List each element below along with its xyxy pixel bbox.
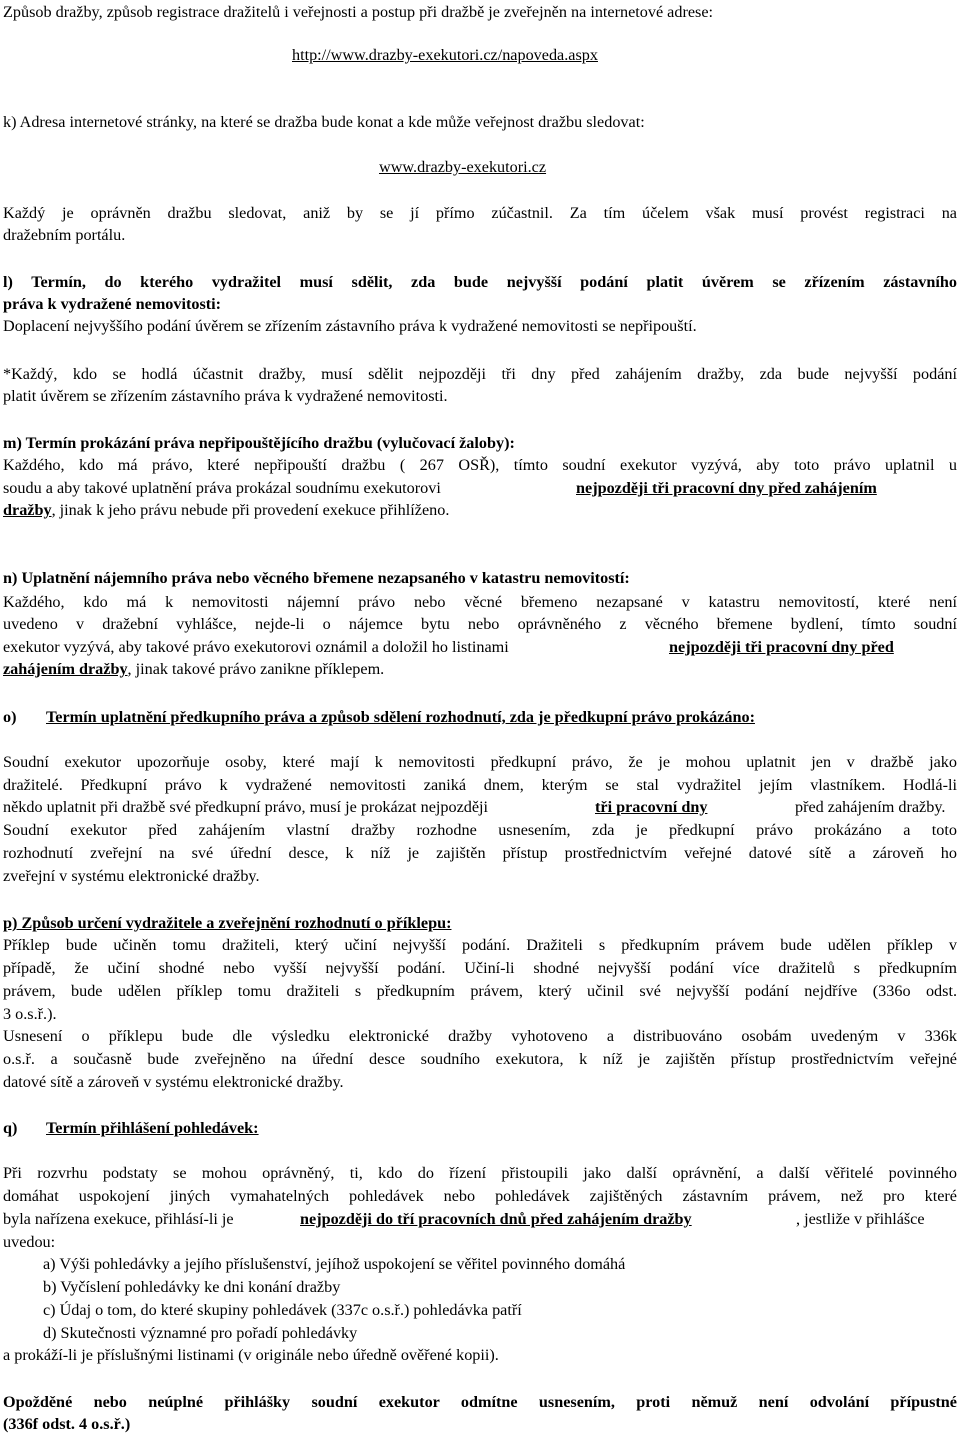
paragraph-line: Každý je oprávněn dražbu sledovat, aniž by se jí přímo zúčastnil. Za tím účelem však musí provést registraci na [3,204,957,222]
paragraph-line: datové sítě a zároveň v systému elektronické dražby. [3,1073,344,1091]
closing-note: Opožděné nebo neúplné přihlášky soudní exekutor odmítne usnesením, proti němuž není odvolání přípustné [3,1393,957,1411]
drazby-portal-link[interactable]: www.drazby-exekutori.cz [379,158,547,176]
list-item: c) Údaj o tom, do které skupiny pohledávek (337c o.s.ř.) pohledávka patří [43,1301,522,1319]
deadline-emphasis: tři pracovní dny [595,798,708,816]
text-span: byla nařízena exekuce, přihlásí-li je [3,1210,234,1228]
paragraph-line: rozhodnutí zveřejní na své úřední desce, k níž je zajištěn přístup prostřednictvím veřejné datové sítě a zároveň ho [3,844,957,862]
section-m-heading: m) Termín prokázání práva nepřipouštějícího dražbu (vylučovací žaloby): [3,434,515,452]
section-l-heading: l) Termín, do kterého vydražitel musí sdělit, zda bude nejvyšší podání platit úvěrem se zřízením zástavního [3,273,957,291]
section-q-heading: Termín přihlášení pohledávek: [46,1119,259,1137]
paragraph-line: Každého, kdo má k nemovitosti nájemní právo nebo věcné břemeno nezapsané v katastru nemovitostí, které není [3,593,957,611]
paragraph-line: zveřejní v systému elektronické dražby. [3,867,260,885]
deadline-emphasis: nejpozději tři pracovní dny před [669,638,894,656]
paragraph-line: uvedou: [3,1233,56,1251]
paragraph-line: Soudní exekutor před zahájením vlastní dražby rozhodne usnesením, zda je předkupní právo prokázáno a toto [3,821,957,839]
deadline-emphasis: nejpozději tři pracovní dny před zahájením [576,479,877,497]
section-q-label: q) [3,1119,18,1137]
napoveda-link[interactable]: http://www.drazby-exekutori.cz/napoveda.aspx [292,46,598,64]
list-item: b) Vyčíslení pohledávky ke dni konání dražby [43,1278,341,1296]
paragraph-line: Při rozvrhu podstaty se mohou oprávněný, ti, kdo do řízení přistoupili jako další oprávnění, a další věřitelé povinného [3,1164,957,1182]
deadline-emphasis: nejpozději do tří pracovních dnů před zahájením dražby [300,1210,692,1228]
text-span: , jestliže v přihlášce [796,1210,925,1228]
paragraph-line: Soudní exekutor upozorňuje osoby, které mají k nemovitosti předkupní právo, že je mohou uplatnit jen v dražbě jako [3,753,957,771]
paragraph-line: 3 o.s.ř.). [3,1005,57,1023]
list-item: d) Skutečnosti významné pro pořadí pohledávky [43,1324,358,1342]
note-line: platit úvěrem se zřízením zástavního práva k vydražené nemovitosti. [3,387,448,405]
paragraph-line: Každého, kdo má právo, které nepřipouští dražbu ( 267 OSŘ), tímto soudní exekutor vyzývá, aby toto právo uplatnil u [3,456,957,474]
text-span: někdo uplatnit při dražbě své předkupní právo, musí je prokázat nejpozději [3,798,489,816]
section-o-label: o) [3,708,17,726]
text-span: soudu a aby takové uplatnění práva prokázal soudnímu exekutorovi [3,479,441,497]
intro-line: Způsob dražby, způsob registrace dražitelů i veřejnosti a postup při dražbě je zveřejněn na internetové adrese: [3,3,714,21]
list-item: a) Výši pohledávky a jejího příslušenství, jejíhož uspokojení se věřitel povinného domáhá [43,1255,626,1273]
closing-note-cont: (336f odst. 4 o.s.ř.) [3,1415,131,1433]
text-span: , jinak k jeho právu nebude při provedení exekuce přihlíženo. [51,501,450,519]
section-k-heading: k) Adresa internetové stránky, na které se dražba bude konat a kde může veřejnost dražbu sledovat: [3,113,645,131]
section-o-heading: Termín uplatnění předkupního práva a způsob sdělení rozhodnutí, zda je předkupní právo prokázáno: [46,708,755,726]
paragraph-line: uvedeno v dražební vyhlášce, nejde-li o nájemce bytu nebo oprávněného z věcného břemene bydlení, tímto soudní [3,615,957,633]
paragraph-line: Doplacení nejvyššího podání úvěrem se zřízením zástavního práva k vydražené nemovitosti se nepřipouští. [3,317,697,335]
note-line: *Každý, kdo se hodlá účastnit dražby, musí sdělit nejpozději tři dny před zahájením dražby, zda bude nejvyšší podání [3,365,957,383]
paragraph-line: Usnesení o příklepu bude dle výsledku elektronické dražby vyhotoveno a distribuováno osobám uvedeným v 336k [3,1027,957,1045]
paragraph-line: případě, že učiní shodné nebo vyšší nejvyšší podání. Učiní-li shodné nejvyšší podání více dražitelů s předkupním [3,959,957,977]
paragraph-line: dražebním portálu. [3,226,126,244]
paragraph-line: Příklep bude učiněn tomu dražiteli, který učiní nejvyšší podání. Dražiteli s předkupním právem bude udělen příklep v [3,936,957,954]
paragraph-line: právem, bude udělen příklep tomu dražiteli s předkupním právem, který učinil své nejvyšší podání nejdříve (336o odst. [3,982,957,1000]
text-span: exekutor vyzývá, aby takové právo exekutorovi oznámil a doložil ho listinami [3,638,509,656]
deadline-emphasis: dražby [3,501,52,519]
paragraph-line: dražitelé. Předkupní právo k vydražené nemovitosti zaniká dnem, kterým se stal vydražitel jejím vlastníkem. Hodlá-li [3,776,957,794]
paragraph-line: o.s.ř. a současně bude zveřejněno na úřední desce soudního exekutora, k níž je zajištěn přístup prostřednictvím veřejné [3,1050,957,1068]
section-l-heading-cont: práva k vydražené nemovitosti: [3,295,222,313]
paragraph-line [3,659,384,681]
text-span: , jinak takové právo zanikne příklepem. [127,660,385,678]
deadline-emphasis: zahájením dražby [3,660,128,678]
section-p-heading: p) Způsob určení vydražitele a zveřejnění rozhodnutí o příklepu: [3,914,452,932]
paragraph-line [3,500,449,522]
section-n-heading: n) Uplatnění nájemního práva nebo věcného břemene nezapsaného v katastru nemovitostí: [3,569,630,587]
paragraph-line: a prokáží-li je příslušnými listinami (v originále nebo úředně ověřené kopii). [3,1346,499,1364]
text-span: před zahájením dražby. [795,798,946,816]
paragraph-line: domáhat uspokojení jiných vymahatelných pohledávek nebo pohledávek zajištěných zástavním právem, než pro které [3,1187,957,1205]
